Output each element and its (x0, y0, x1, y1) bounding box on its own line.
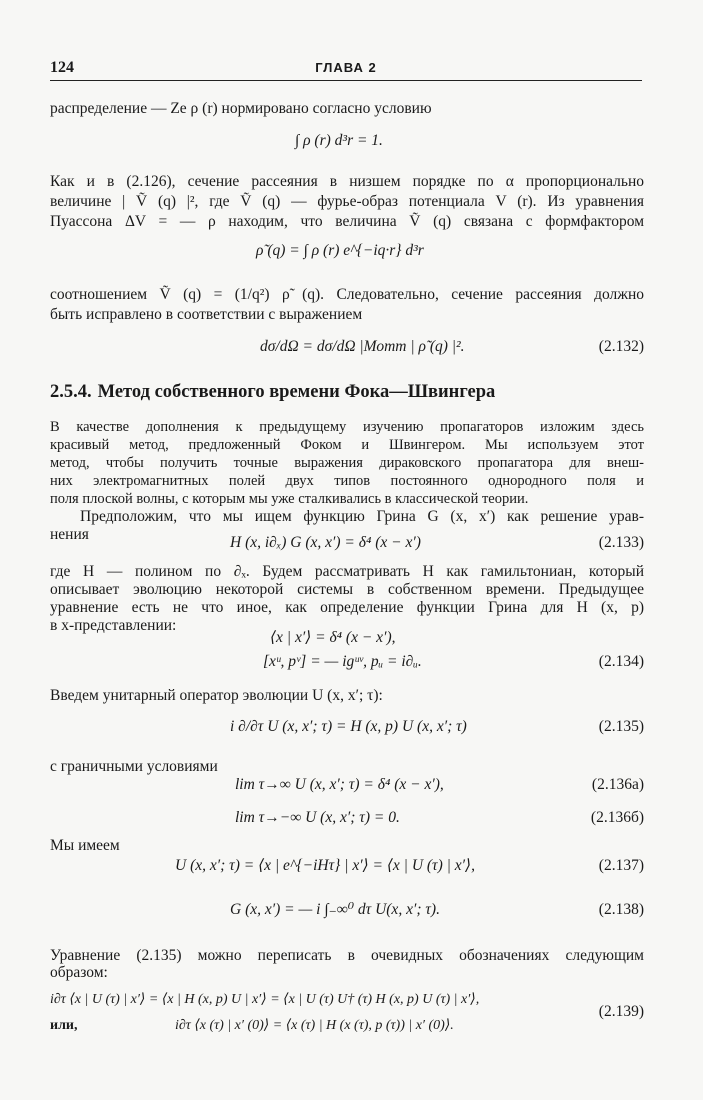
paragraph-line: красивый метод, предложенный Фоком и Швингером. Мы используем этот (50, 437, 644, 453)
paragraph-line: них электромагнитных полей двух типов постоянного однородного поля и (50, 473, 644, 489)
paragraph-line: нения (50, 526, 89, 543)
equation-2-139b: или, i∂τ ⟨x (τ) | x′ (0)⟩ = ⟨x (τ) | H (x (τ), p (τ)) | x′ (0)⟩. (50, 1016, 644, 1038)
paragraph-line: поля плоской волны, с которым мы уже сталкивались в классической теории. (50, 491, 529, 507)
running-header (50, 58, 642, 81)
equation-2-136a: lim τ→∞ U (x, x′; τ) = δ⁴ (x − x′), (2.136а) (235, 776, 644, 793)
paragraph-line: метод, чтобы получить точные выражения дираковского пропагатора для внеш- (50, 455, 644, 471)
equation-2-134b: [xᵘ, pᵛ] = — igᵘᵛ, pᵤ = i∂ᵤ. (2.134) (263, 653, 644, 670)
page-number: 124 (50, 59, 74, 76)
equation-formfactor: ρ̃ (q) = ∫ ρ (r) e^{−iq·r} d³r (256, 242, 424, 259)
section-title: Метод собственного времени Фока—Швингера (97, 382, 496, 402)
equation-number: (2.139) (598, 1003, 644, 1020)
equation-2-136b: lim τ→−∞ U (x, x′; τ) = 0. (2.136б) (235, 809, 644, 826)
paragraph-line: уравнение есть не что иное, как определение функции Грина для H (x, p) (50, 599, 644, 616)
paragraph-line: где H — полином по ∂ₓ. Будем рассматривать H как гамильтониан, который (50, 563, 644, 580)
paragraph-line: Мы имеем (50, 837, 120, 854)
paragraph-line: величине | Ṽ (q) |², где Ṽ (q) — фурье-образ потенциала V (r). Из уравнения (50, 193, 644, 210)
equation-number: (2.136а) (591, 776, 644, 793)
paragraph-line: Пуассона ΔV = — ρ находим, что величина Ṽ (q) связана с формфактором (50, 213, 644, 230)
equation-number: (2.134) (598, 653, 644, 670)
equation-2-138: G (x, x′) = — i ∫₋∞⁰ dτ U(x, x′; τ). (2.138) (230, 901, 644, 918)
paragraph: распределение — Ze ρ (r) нормировано согласно условию (50, 100, 432, 117)
chapter-title: ГЛАВА 2 (315, 60, 377, 75)
equation-number: (2.138) (598, 901, 644, 918)
paragraph-line: Как и в (2.126), сечение рассеяния в низшем порядке по α пропорционально (50, 173, 644, 190)
paragraph-line: с граничными условиями (50, 758, 218, 775)
paragraph-line: описывает эволюцию некоторой системы в собственном времени. Предыдущее (50, 581, 644, 598)
paragraph-line: образом: (50, 964, 108, 981)
equation-number: (2.132) (598, 338, 644, 355)
equation-number: (2.136б) (590, 809, 644, 826)
equation-number: (2.133) (598, 534, 644, 551)
paragraph-line: быть исправлено в соответствии с выражением (50, 306, 363, 323)
equation-number: (2.137) (598, 857, 644, 874)
equation-2-134a: ⟨x | x′⟩ = δ⁴ (x − x′), (270, 629, 396, 646)
equation-2-137: U (x, x′; τ) = ⟨x | e^{−iHτ} | x′⟩ = ⟨x | U (τ) | x′⟩, (2.137) (175, 857, 644, 874)
paragraph-line: в x-представлении: (50, 617, 177, 634)
paragraph-line: В качестве дополнения к предыдущему изучению пропагаторов изложим здесь (50, 419, 644, 435)
paragraph-line: Введем унитарный оператор эволюции U (x, x′; τ): (50, 687, 383, 704)
equation-2-135: i ∂/∂τ U (x, x′; τ) = H (x, p) U (x, x′; τ) (2.135) (230, 718, 644, 735)
paragraph-line: Уравнение (2.135) можно переписать в очевидных обозначениях следующим (50, 947, 644, 964)
equation-2-133: H (x, i∂ₓ) G (x, x′) = δ⁴ (x − x′) (2.133) (230, 534, 644, 551)
equation-2-139a: i∂τ ⟨x | U (τ) | x′⟩ = ⟨x | H (x, p) U | x′⟩ = ⟨x | U (τ) U† (τ) H (x, p) U (τ) | x′⟩, (50, 992, 480, 1007)
paragraph-line: соотношением Ṽ (q) = (1/q²) ρ̃ (q). Следовательно, сечение рассеяния должно (50, 286, 644, 303)
equation-number: (2.135) (598, 718, 644, 735)
equation-normalization: ∫ ρ (r) d³r = 1. (295, 132, 383, 149)
equation-2-132: dσ/dΩ = dσ/dΩ |Мотт | ρ̃ (q) |². (2.132) (260, 338, 644, 355)
section-number: 2.5.4. (50, 382, 92, 402)
conjunction-label: или, (50, 1018, 78, 1033)
section-heading (50, 380, 644, 404)
paragraph-line: Предположим, что мы ищем функцию Грина G (x, x′) как решение урав- (80, 508, 644, 525)
